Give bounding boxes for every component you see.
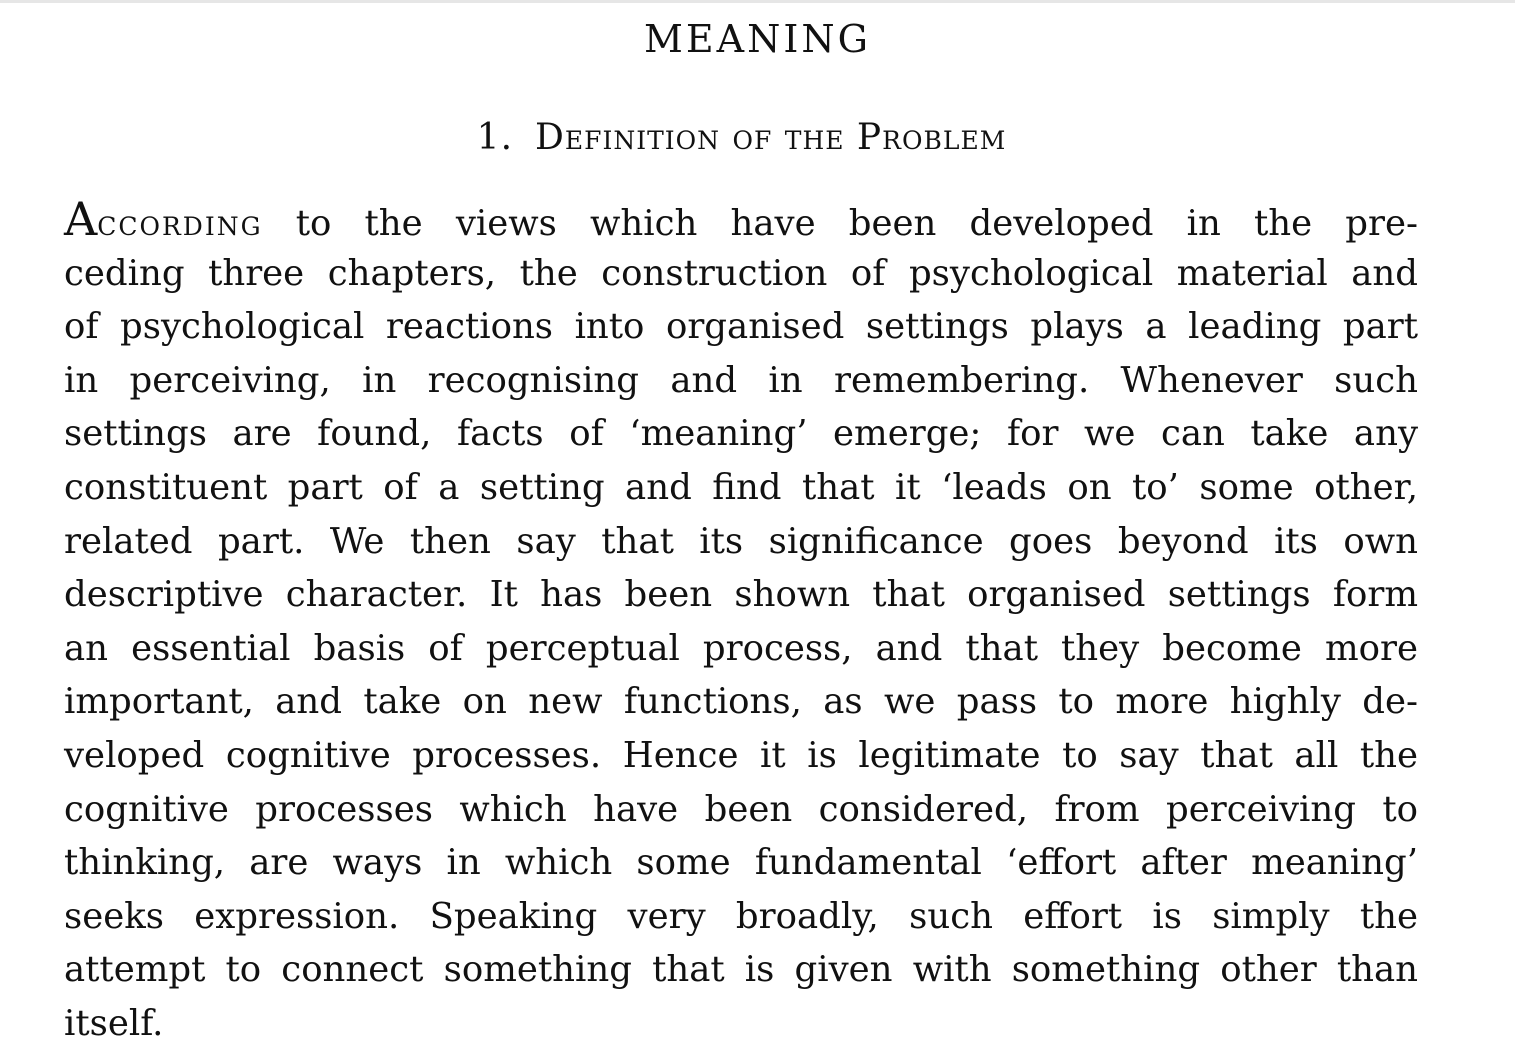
paragraph-line: descriptive character. It has been shown that organised settings form: [64, 574, 1418, 616]
paragraph-line: an essential basis of perceptual process, and that they become more: [64, 627, 1418, 669]
paragraph-line: of psychological reactions into organised settings plays a leading part: [64, 306, 1418, 348]
paragraph-line: veloped cognitive processes. Hence it is legitimate to say that all the: [64, 734, 1418, 776]
paragraph-line: ceding three chapters, the construction of psychological material and: [64, 252, 1418, 294]
first-line-text: to the views which have been developed in the pre-: [262, 203, 1418, 244]
initial-letter: A: [64, 192, 98, 246]
paragraph-line: attempt to connect something that is given with something other than: [64, 949, 1418, 991]
paragraph-line: related part. We then say that its significance goes beyond its own: [64, 520, 1418, 562]
section-heading: [0, 117, 1483, 158]
opening-word: ccording: [97, 203, 263, 244]
paragraph-line: in perceiving, in recognising and in remembering. Whenever such: [64, 359, 1418, 401]
paragraph-line: thinking, are ways in which some fundamental ‘effort after meaning’: [64, 842, 1418, 884]
body-paragraph: [64, 193, 1418, 1051]
paragraph-line: settings are found, facts of ‘meaning’ emerge; for we can take any: [64, 413, 1418, 455]
paragraph-line: [64, 193, 1418, 247]
section-number: 1.: [476, 117, 514, 158]
section-title: Definition of the Problem: [535, 117, 1007, 158]
paragraph-line: itself.: [64, 1002, 164, 1044]
running-head: MEANING: [644, 17, 871, 61]
paragraph-line: constituent part of a setting and find that it ‘leads on to’ some other,: [64, 466, 1418, 508]
paragraph-line: important, and take on new functions, as we pass to more highly de-: [64, 681, 1418, 723]
paragraph-line: cognitive processes which have been considered, from perceiving to: [64, 788, 1418, 830]
paragraph-line: seeks expression. Speaking very broadly, such effort is simply the: [64, 895, 1418, 937]
